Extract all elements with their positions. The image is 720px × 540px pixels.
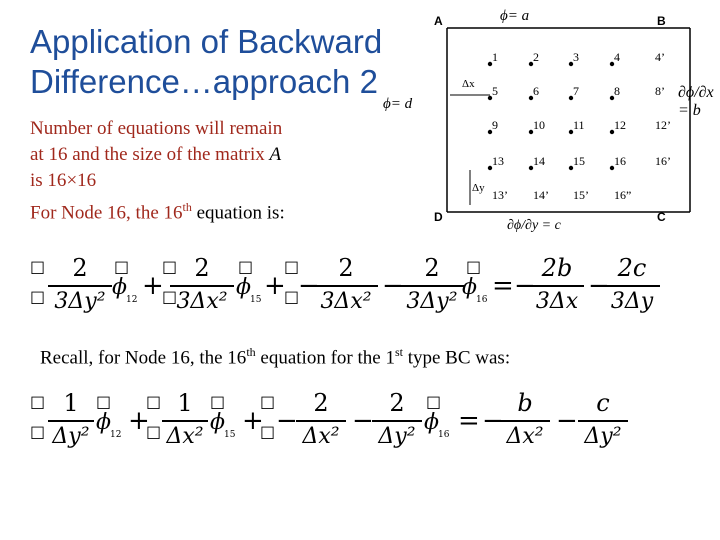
fraction-coef1 <box>48 390 94 452</box>
subscript: 12 <box>126 295 138 305</box>
node-dots <box>488 62 614 170</box>
phi-symbol: ϕ <box>96 410 111 435</box>
fraction-numerator: 2 <box>313 389 329 417</box>
node-label: 4’ <box>655 50 665 64</box>
phi-symbol: ϕ <box>462 275 477 300</box>
body-line-3-a: is 16 <box>30 170 67 191</box>
subscript: 15 <box>250 295 262 305</box>
fraction-rhs1 <box>500 390 550 452</box>
box-glyph: □ <box>426 392 442 411</box>
box-glyph: □ <box>210 392 226 411</box>
box-glyph: □ <box>30 422 46 441</box>
title-line-1: Application of Backward <box>30 23 383 60</box>
title-line-2: Difference…approach 2 <box>30 63 378 100</box>
equation-node16-approach2 <box>30 254 654 317</box>
fraction-denominator: Δy² <box>378 424 416 449</box>
equals-sign: = <box>458 406 480 436</box>
equation-node16-first-bc <box>30 390 630 452</box>
fraction-bar <box>48 285 112 287</box>
fraction-numerator: 2 <box>194 254 210 282</box>
fraction-bar <box>170 285 234 287</box>
minus-sign: − <box>514 271 536 301</box>
box-glyph: □ <box>96 392 112 411</box>
subscript: 16 <box>438 430 450 440</box>
node-label: 6 <box>533 84 539 98</box>
plus-sign: + <box>128 406 150 436</box>
node-label: 1 <box>492 50 498 64</box>
minus-sign: − <box>352 406 374 436</box>
box-glyph: □ <box>260 422 276 441</box>
corner-a: A <box>434 14 443 28</box>
body-line-4-b: equation is: <box>191 202 285 224</box>
corner-d: D <box>434 210 443 224</box>
fraction-bar <box>48 420 94 422</box>
plus-sign: + <box>242 406 264 436</box>
box-glyph: □ <box>238 257 254 276</box>
body-line-2-text: at 16 and the size of the matrix <box>30 144 270 165</box>
minus-sign: − <box>276 406 298 436</box>
phi-symbol: ϕ <box>112 275 127 300</box>
bc-bottom-label <box>507 218 561 234</box>
fraction-denominator: 3Δy² <box>54 289 106 314</box>
fraction-numerator: c <box>596 389 610 417</box>
subscript: 15 <box>224 430 236 440</box>
fraction-coef2 <box>170 255 234 317</box>
bc-left-label: ϕ= d <box>383 96 413 112</box>
recall-b: equation for the 1 <box>255 347 395 369</box>
fraction-rhs2 <box>578 390 628 452</box>
fraction-numerator: 1 <box>63 389 79 417</box>
fraction-denominator: 3Δy² <box>406 289 458 314</box>
node-label: 14 <box>533 154 545 168</box>
equals-sign: = <box>492 271 514 301</box>
fraction-numerator: 2 <box>389 389 405 417</box>
minus-sign: − <box>382 271 404 301</box>
node-label: 4 <box>614 50 620 64</box>
box-glyph: □ <box>146 422 162 441</box>
fraction-coef2 <box>162 390 208 452</box>
matrix-symbol: A <box>269 144 282 165</box>
fraction-numerator: 2 <box>338 254 354 282</box>
fraction-denominator: Δy² <box>52 424 90 449</box>
minus-sign: − <box>588 271 610 301</box>
node-label: 11 <box>573 118 585 132</box>
box-glyph: □ <box>162 257 178 276</box>
minus-sign: − <box>556 406 578 436</box>
fraction-numerator: 1 <box>177 389 193 417</box>
corner-b: B <box>657 14 666 28</box>
body-line-3-b: ×16 <box>66 170 97 191</box>
fraction-denominator: Δx² <box>166 424 204 449</box>
fraction-bar <box>296 420 346 422</box>
subscript: 16 <box>476 295 488 305</box>
node-label: 14’ <box>533 188 549 202</box>
fraction-denominator: 3Δx <box>535 289 579 314</box>
fraction-coef3a <box>296 390 346 452</box>
fraction-bar <box>162 420 208 422</box>
node-label: 3 <box>573 50 579 64</box>
node-label: 15’ <box>573 188 589 202</box>
recall-c: type BC was: <box>402 347 511 369</box>
fraction-denominator: 3Δx² <box>176 289 228 314</box>
minus-sign: − <box>298 271 320 301</box>
box-glyph: □ <box>30 392 46 411</box>
fraction-bar <box>314 285 378 287</box>
minus-sign: − <box>482 406 504 436</box>
recall-sup-1: th <box>246 345 256 359</box>
phi-symbol: ϕ <box>424 410 439 435</box>
fraction-bar <box>400 285 464 287</box>
node-label: 16” <box>614 188 632 202</box>
fraction-denominator: Δx² <box>506 424 544 449</box>
phi-symbol: ϕ <box>236 275 251 300</box>
bc-right-text: ∂ϕ/∂x = b <box>678 84 714 119</box>
node-label: 12’ <box>655 118 671 132</box>
box-glyph: □ <box>162 287 178 306</box>
fraction-denominator: 3Δy <box>610 289 654 314</box>
fraction-numerator: 2 <box>72 254 88 282</box>
corner-c: C <box>657 210 666 224</box>
fraction-coef3b <box>400 255 464 317</box>
node-label: 7 <box>573 84 579 98</box>
box-glyph: □ <box>284 257 300 276</box>
body-line-1: Number of equations will remain <box>30 118 283 139</box>
bc-top-label: ϕ= a <box>500 8 530 24</box>
fraction-rhs2 <box>604 255 660 317</box>
node-label: 10 <box>533 118 545 132</box>
fraction-numerator: 2b <box>541 254 573 282</box>
box-glyph: □ <box>260 392 276 411</box>
fraction-numerator: b <box>517 389 533 417</box>
plus-sign: + <box>264 271 286 301</box>
fraction-numerator: 2 <box>424 254 440 282</box>
node-label: 2 <box>533 50 539 64</box>
fraction-bar <box>530 285 584 287</box>
body-line-4-a: For Node 16, the 16 <box>30 202 183 224</box>
box-glyph: □ <box>30 257 46 276</box>
node-label: 13’ <box>492 188 508 202</box>
fraction-bar <box>372 420 422 422</box>
node-label: 8’ <box>655 84 665 98</box>
bc-right-label <box>678 84 720 120</box>
fraction-denominator: Δy² <box>584 424 622 449</box>
recall-text <box>40 340 510 370</box>
node-label: 16 <box>614 154 626 168</box>
fraction-rhs1 <box>530 255 584 317</box>
box-glyph: □ <box>466 257 482 276</box>
plus-sign: + <box>142 271 164 301</box>
node-label: 9 <box>492 118 498 132</box>
bc-bottom-text: ∂ϕ/∂y = c <box>507 218 561 233</box>
box-glyph: □ <box>30 287 46 306</box>
node-label: 12 <box>614 118 626 132</box>
fraction-bar <box>500 420 550 422</box>
node-label: 13 <box>492 154 504 168</box>
node-label: 8 <box>614 84 620 98</box>
fraction-bar <box>604 285 660 287</box>
phi-symbol: ϕ <box>210 410 225 435</box>
fraction-denominator: 3Δx² <box>320 289 372 314</box>
dx-label: Δx <box>462 78 475 90</box>
body-line-4-sup: th <box>182 200 192 214</box>
fraction-bar <box>578 420 628 422</box>
fraction-denominator: Δx² <box>302 424 340 449</box>
fraction-coef3b <box>372 390 422 452</box>
recall-a: Recall, for Node 16, the 16 <box>40 347 247 369</box>
node-label: 16’ <box>655 154 671 168</box>
node-label: 5 <box>492 84 498 98</box>
box-glyph: □ <box>114 257 130 276</box>
dy-label: Δy <box>472 182 485 194</box>
fraction-coef3a <box>314 255 378 317</box>
fraction-coef1 <box>48 255 112 317</box>
fraction-numerator: 2c <box>617 254 647 282</box>
box-glyph: □ <box>284 287 300 306</box>
box-glyph: □ <box>146 392 162 411</box>
recall-sup-2: st <box>394 345 403 359</box>
node-label: 15 <box>573 154 585 168</box>
subscript: 12 <box>110 430 122 440</box>
